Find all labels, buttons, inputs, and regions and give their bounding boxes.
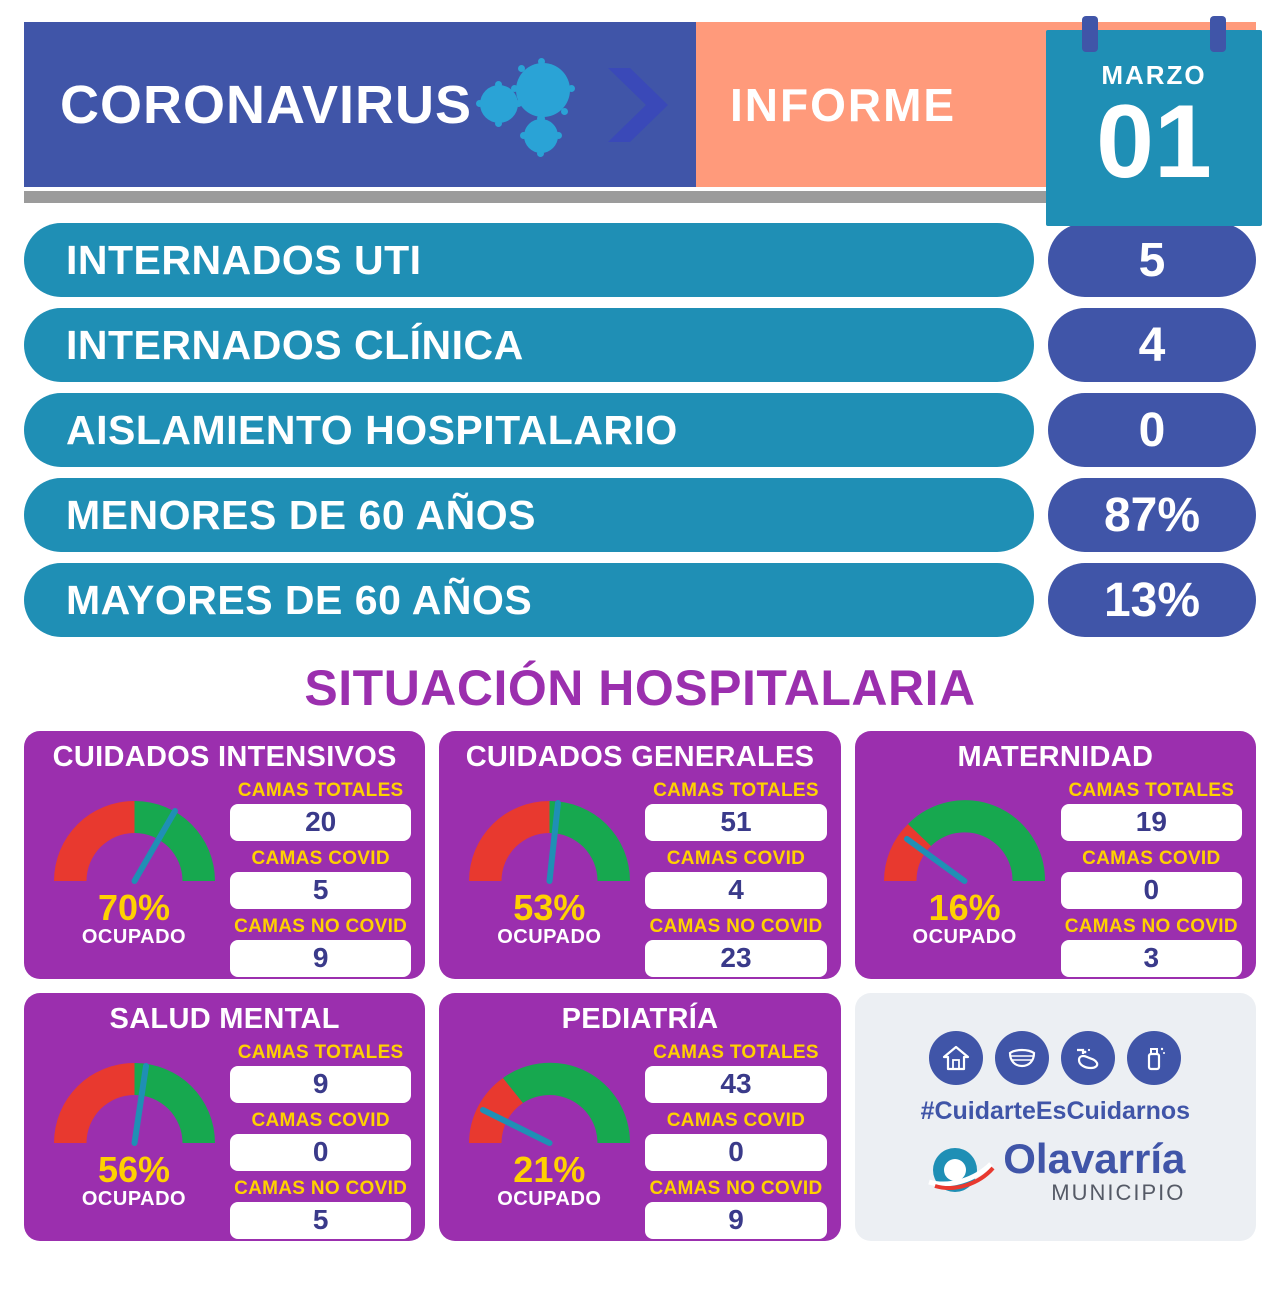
gauge-percent: 16%	[928, 887, 1001, 928]
bed-covid-label: CAMAS COVID	[1082, 848, 1221, 869]
stat-row	[24, 223, 1256, 297]
cards-grid	[24, 731, 1256, 1241]
bed-total-value: 43	[645, 1066, 826, 1103]
olavarria-logo-icon	[925, 1142, 995, 1200]
bed-nocovid-value: 3	[1061, 940, 1242, 977]
bed-nocovid-value: 9	[230, 940, 411, 977]
bed-total-label: CAMAS TOTALES	[653, 1042, 819, 1063]
bed-total-value: 9	[230, 1066, 411, 1103]
bed-stats	[230, 778, 411, 973]
gauge-chart	[457, 1048, 642, 1148]
gauge-percent: 56%	[97, 1149, 171, 1190]
house-icon	[929, 1031, 983, 1085]
bed-covid-value: 5	[230, 872, 411, 909]
gauge-sublabel: OCUPADO	[81, 926, 187, 948]
bed-total-value: 51	[645, 804, 826, 841]
gauge-panel	[38, 778, 230, 970]
gauge-sublabel: OCUPADO	[81, 1188, 187, 1210]
card-title: MATERNIDAD	[957, 741, 1154, 773]
stat-label: AISLAMIENTO HOSPITALARIO	[24, 393, 1034, 467]
virus-icon	[478, 45, 608, 165]
bed-stats	[1061, 778, 1242, 973]
gauge-chart	[42, 1048, 227, 1148]
bed-covid-label: CAMAS COVID	[666, 1110, 806, 1131]
gauge-chart	[42, 786, 227, 886]
bed-total-label: CAMAS TOTALES	[1068, 780, 1235, 801]
bed-stats	[230, 1040, 411, 1235]
stat-label: MAYORES DE 60 AÑOS	[24, 563, 1034, 637]
bed-total-label: CAMAS TOTALES	[237, 780, 404, 801]
gauge-percent: 70%	[97, 887, 171, 928]
calendar-date	[1046, 30, 1262, 226]
bed-nocovid-value: 23	[645, 940, 826, 977]
gauge-card	[855, 731, 1256, 979]
gauge-panel	[453, 1040, 645, 1232]
header	[24, 22, 1256, 200]
gauge-card	[439, 993, 840, 1241]
report-label: INFORME	[730, 78, 957, 131]
bed-nocovid-value: 5	[230, 1202, 411, 1239]
card-title: SALUD MENTAL	[109, 1003, 340, 1035]
bed-nocovid-value: 9	[645, 1202, 826, 1239]
bed-covid-value: 0	[1061, 872, 1242, 909]
bed-covid-value: 0	[645, 1134, 826, 1171]
campaign-hashtag: #CuidarteEsCuidarnos	[920, 1096, 1191, 1125]
card-title: CUIDADOS INTENSIVOS	[52, 741, 397, 773]
bed-covid-label: CAMAS COVID	[251, 1110, 390, 1131]
spray-bottle-icon	[1127, 1031, 1181, 1085]
bed-stats	[645, 778, 826, 973]
stat-label: INTERNADOS UTI	[24, 223, 1034, 297]
page-title: CORONAVIRUS	[60, 74, 473, 135]
card-title: PEDIATRÍA	[561, 1003, 719, 1035]
bed-total-value: 20	[230, 804, 411, 841]
bed-nocovid-label: CAMAS NO COVID	[649, 916, 823, 937]
bed-covid-value: 0	[230, 1134, 411, 1171]
bed-total-value: 19	[1061, 804, 1242, 841]
gauge-panel	[869, 778, 1061, 970]
stat-value: 5	[1048, 223, 1256, 297]
gauge-chart	[457, 786, 642, 886]
bed-stats	[645, 1040, 826, 1235]
bed-nocovid-label: CAMAS NO COVID	[234, 1178, 408, 1199]
stats-list	[24, 223, 1256, 637]
calendar-ring-left	[1082, 16, 1098, 52]
header-left-panel	[24, 22, 696, 187]
stat-label: INTERNADOS CLÍNICA	[24, 308, 1034, 382]
prevention-icons	[929, 1031, 1181, 1085]
stat-value: 0	[1048, 393, 1256, 467]
bed-nocovid-label: CAMAS NO COVID	[649, 1178, 823, 1199]
gauge-sublabel: OCUPADO	[497, 926, 602, 948]
brand-name: Olavarría	[1003, 1134, 1186, 1182]
brand-logo	[925, 1134, 1186, 1205]
stat-value: 87%	[1048, 478, 1256, 552]
calendar-ring-right	[1210, 16, 1226, 52]
gauge-card	[24, 731, 425, 979]
stat-row	[24, 393, 1256, 467]
bed-covid-label: CAMAS COVID	[251, 848, 390, 869]
gauge-percent: 53%	[513, 887, 586, 928]
chevron-right-icon	[602, 62, 676, 148]
calendar-day: 01	[1096, 84, 1212, 200]
bed-nocovid-label: CAMAS NO COVID	[1064, 916, 1238, 937]
gauge-panel	[38, 1040, 230, 1232]
gauge-panel	[453, 778, 645, 970]
calendar-month: MARZO	[1101, 60, 1207, 90]
bed-covid-value: 4	[645, 872, 826, 909]
stat-row	[24, 478, 1256, 552]
stat-row	[24, 308, 1256, 382]
stat-row	[24, 563, 1256, 637]
stat-value: 4	[1048, 308, 1256, 382]
bed-covid-label: CAMAS COVID	[666, 848, 806, 869]
brand-card	[855, 993, 1256, 1241]
bed-nocovid-label: CAMAS NO COVID	[234, 916, 408, 937]
card-title: CUIDADOS GENERALES	[465, 741, 815, 773]
gauge-card	[439, 731, 840, 979]
stat-label: MENORES DE 60 AÑOS	[24, 478, 1034, 552]
gauge-card	[24, 993, 425, 1241]
gauge-sublabel: OCUPADO	[912, 926, 1017, 948]
section-title: SITUACIÓN HOSPITALARIA	[304, 660, 976, 716]
gauge-sublabel: OCUPADO	[497, 1188, 602, 1210]
mask-icon	[995, 1031, 1049, 1085]
brand-subtitle: MUNICIPIO	[1051, 1179, 1186, 1205]
bed-total-label: CAMAS TOTALES	[653, 780, 819, 801]
gauge-chart	[872, 786, 1057, 886]
bed-total-label: CAMAS TOTALES	[237, 1042, 404, 1063]
infographic-page	[0, 22, 1280, 1302]
stat-value: 13%	[1048, 563, 1256, 637]
gauge-percent: 21%	[513, 1149, 586, 1190]
handwash-icon	[1061, 1031, 1115, 1085]
